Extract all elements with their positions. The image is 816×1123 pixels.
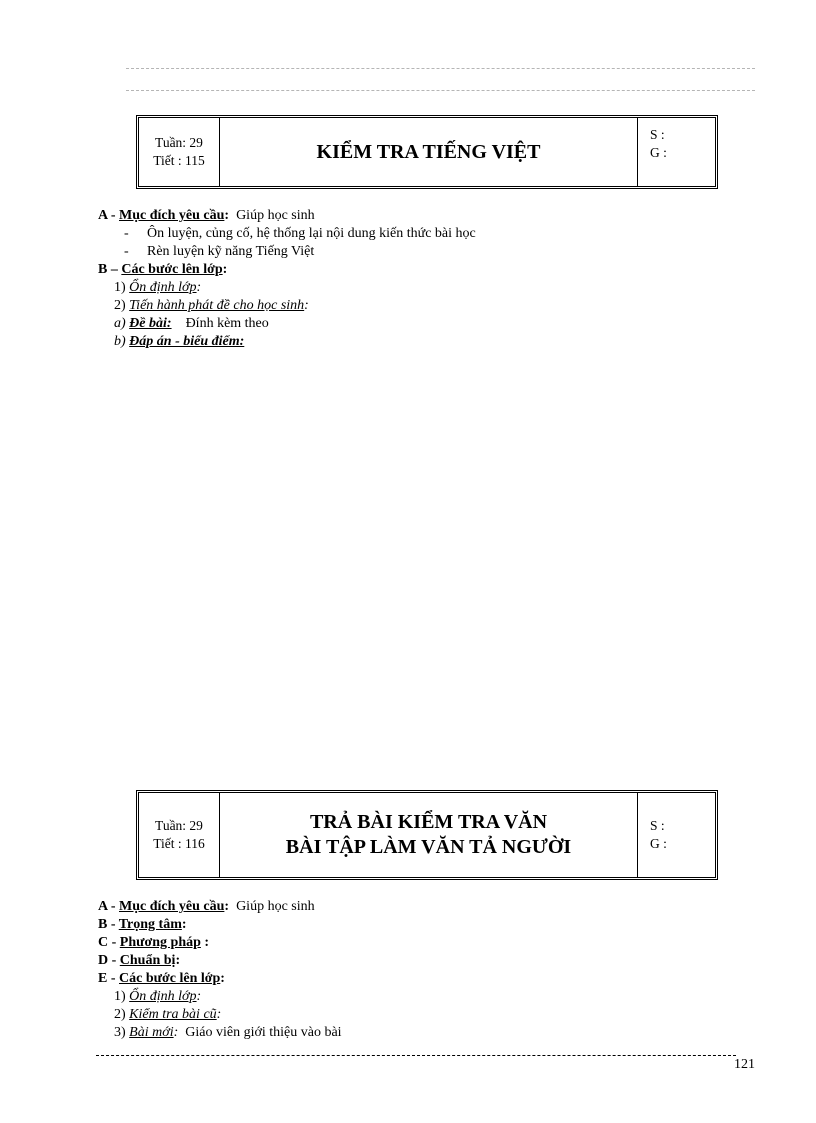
lesson2-section-d: D - Chuẩn bị: [98,953,181,968]
lesson1-sub-b [98,333,698,351]
footer-rule [96,1055,736,1056]
lesson1-a-prefix: A - [98,208,119,223]
lesson1-b-prefix: B – [98,262,122,277]
lesson1-sub-b-label: Đáp án - biểu điểm: [129,334,245,349]
lesson1-section-a: A - Mục đích yêu cầu: Giúp học sinh [98,208,315,223]
lesson1-a-text: Giúp học sinh [236,208,315,223]
lesson1-bullet: - Ôn luyện, củng cố, hệ thống lại nội dung kiến thức bài học [124,226,476,241]
lesson1-schedule-cell [139,118,220,186]
lesson2-period: Tiết : 116 [153,836,205,851]
step-number: 2) [114,298,130,313]
lesson1-sub-a-text: Đính kèm theo [185,316,269,331]
lesson2-b-prefix: B - [98,917,119,932]
sub-number: b) [114,334,130,349]
lesson1-sub-a-label: Đề bài: [129,316,172,331]
lesson2-d-label: Chuẩn bị [119,953,176,968]
lesson2-step1-label: Ổn định lớp [129,989,197,1004]
lesson1-step-2: 2) Tiến hành phát đề cho học sinh: [114,298,309,313]
lesson2-step2-label: Kiểm tra bài cũ [129,1007,217,1022]
lesson1-title-cell [220,118,637,186]
lesson2-step3-text: Giáo viên giới thiệu vào bài [185,1025,342,1040]
lesson2-a-label: Mục đích yêu cầu [119,899,225,914]
lesson2-b-label: Trọng tâm [118,917,182,932]
lesson1-header-box [136,115,718,189]
lesson1-step2-label: Tiến hành phát đề cho học sinh [129,298,305,313]
lesson2-step3-label: Bài mới [129,1025,174,1040]
lesson2-date-cell [637,793,715,877]
lesson1-sub-a [98,315,698,333]
lesson1-date-cell [637,118,715,186]
step-number: 2) [114,1007,130,1022]
lesson2-g: G : [650,836,667,851]
lesson2-s: S : [650,818,665,833]
lesson1-bullet-text: Rèn luyện kỹ năng Tiếng Việt [147,244,315,259]
lesson2-step-3: 3) Bài mới: Giáo viên giới thiệu vào bài [114,1025,342,1040]
lesson1-bullet-text: Ôn luyện, củng cố, hệ thống lại nội dung kiến thức bài học [147,226,476,241]
lesson2-c-prefix: C - [98,935,120,950]
lesson1-section-b: B – Các bước lên lớp: [98,262,228,277]
lesson1-period: Tiết : 115 [153,153,205,168]
lesson2-a-prefix: A - [98,899,119,914]
step-number: 1) [114,989,130,1004]
lesson1-title: KIỂM TRA TIẾNG VIỆT [316,140,541,163]
lesson1-g: G : [650,145,667,160]
page-number: 121 [734,1057,755,1072]
lesson2-step-1: 1) Ổn định lớp: [114,989,202,1004]
lesson2-title-line1: TRẢ BÀI KIỂM TRA VĂN [309,811,548,833]
lesson2-a-text: Giúp học sinh [236,899,315,914]
lesson1-s: S : [650,127,665,142]
lesson1-a-label: Mục đích yêu cầu [119,208,225,223]
lesson1-step1-label: Ổn định lớp [129,280,197,295]
lesson2-e-prefix: E - [98,971,119,986]
lesson2-section-b: B - Trọng tâm: [98,917,187,932]
lesson2-step-2: 2) Kiểm tra bài cũ: [114,1007,222,1022]
lesson1-step-1: 1) Ổn định lớp: [114,280,202,295]
lesson2-schedule-cell [139,793,220,877]
sub-number: a) [114,316,130,331]
step-number: 1) [114,280,130,295]
lesson1-content [98,207,698,351]
lesson2-section-e: E - Các bước lên lớp: [98,971,225,986]
lesson2-d-prefix: D - [98,953,120,968]
lesson2-e-label: Các bước lên lớp [119,971,221,986]
header-rule-bottom [126,90,755,91]
lesson2-section-c: C - Phương pháp : [98,935,210,950]
step-number: 3) [114,1025,130,1040]
lesson1-week: Tuần: 29 [155,135,203,150]
lesson1-bullet: - Rèn luyện kỹ năng Tiếng Việt [124,244,315,259]
lesson2-title-cell [220,793,637,877]
lesson2-title-line2: BÀI TẬP LÀM VĂN TẢ NGƯỜI [285,836,572,858]
lesson2-header-box [136,790,718,880]
lesson2-c-label: Phương pháp [119,935,201,950]
lesson2-week: Tuần: 29 [155,818,203,833]
header-rule-top [126,68,755,69]
lesson2-section-a: A - Mục đích yêu cầu: Giúp học sinh [98,899,315,914]
lesson2-content [98,898,698,1042]
lesson1-b-label: Các bước lên lớp [121,262,223,277]
